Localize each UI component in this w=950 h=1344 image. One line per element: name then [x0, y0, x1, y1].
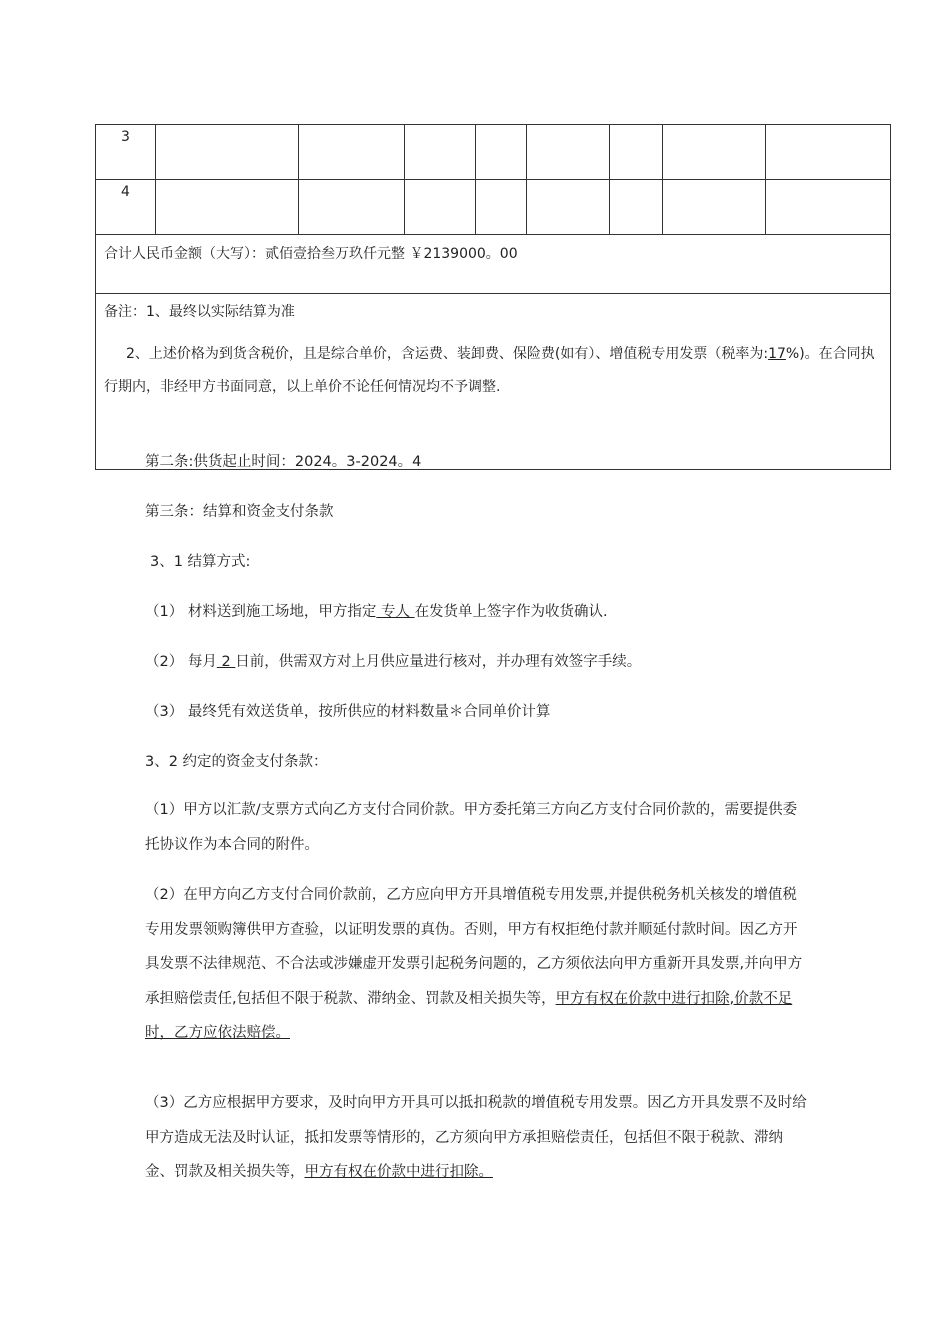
deduction-clause-1: 甲方有权在价款中进行扣除,价款不足时，乙方应依法赔偿。	[145, 990, 793, 1041]
row-number: 3	[96, 125, 156, 180]
row-number: 4	[96, 180, 156, 235]
designated-person: 专人	[376, 604, 415, 620]
tax-rate: 17	[768, 346, 786, 362]
section-3-1-item-2: （2） 每月 2 日前，供需双方对上月供应量进行核对，并办理有效签字手续。	[145, 654, 642, 670]
section-3-1-item-3: （3） 最终凭有效送货单，按所供应的材料数量＊合同单价计算	[145, 704, 551, 720]
article-3: 第三条：结算和资金支付条款	[145, 504, 334, 520]
remark-1: 1、最终以实际结算为准	[146, 304, 295, 320]
table-row	[96, 125, 891, 180]
section-3-2-para-2: （2）在甲方向乙方支付合同价款前，乙方应向甲方开具增值税专用发票,并提供税务机关核发的增值税专用发票领购簿供甲方查验，以证明发票的真伪。否则，甲方有权拒绝付款并顺延付款时间。因乙方开具发票不法律规范、不合法或涉嫌虚开发票引起税务问题的，乙方须依法向甲方重新开具发票,并向甲方承担赔偿责任,包括但不限于税款、滞纳金、罚款及相关损失等，甲方有权在价款中进行扣除,价款不足时，乙方应依法赔偿。	[145, 887, 803, 1041]
check-day: 2	[216, 654, 236, 670]
deduction-clause-2: 甲方有权在价款中进行扣除。	[304, 1164, 493, 1180]
remarks-row	[96, 294, 891, 470]
remark-2: 2、上述价格为到货含税价，且是综合单价，含运费、装卸费、保险费(如有）、增值税专用发票（税率为:17%)。在合同执行期内，非经甲方书面同意，以上单价不论任何情况均不予调整.	[104, 346, 875, 395]
section-3-1-title: 3、1 结算方式:	[150, 554, 251, 570]
section-3-2-para-3: （3）乙方应根据甲方要求，及时向甲方开具可以抵扣税款的增值税专用发票。因乙方开具发票不及时给甲方造成无法及时认证，抵扣发票等情形的，乙方须向甲方承担赔偿责任，包括但不限于税款、滞纳金、罚款及相关损失等，甲方有权在价款中进行扣除。	[145, 1095, 807, 1180]
total-value: 贰佰壹拾叁万玖仟元整 ￥2139000。00	[265, 246, 518, 262]
total-label: 合计人民币金额（大写）：	[104, 246, 265, 262]
table-row	[96, 180, 891, 235]
section-3-2-para-1: （1）甲方以汇款/支票方式向乙方支付合同价款。甲方委托第三方向乙方支付合同价款的，需要提供委托协议作为本合同的附件。	[145, 802, 798, 853]
total-row	[96, 235, 891, 294]
section-3-1-item-1: （1） 材料送到施工场地，甲方指定 专人 在发货单上签字作为收货确认.	[145, 604, 608, 620]
items-table	[95, 124, 891, 470]
section-3-2-title: 3、2 约定的资金支付条款：	[145, 754, 328, 770]
article-2: 第二条:供货起止时间：2024。3-2024。4	[145, 454, 422, 470]
remarks-label: 备注：	[104, 304, 146, 320]
